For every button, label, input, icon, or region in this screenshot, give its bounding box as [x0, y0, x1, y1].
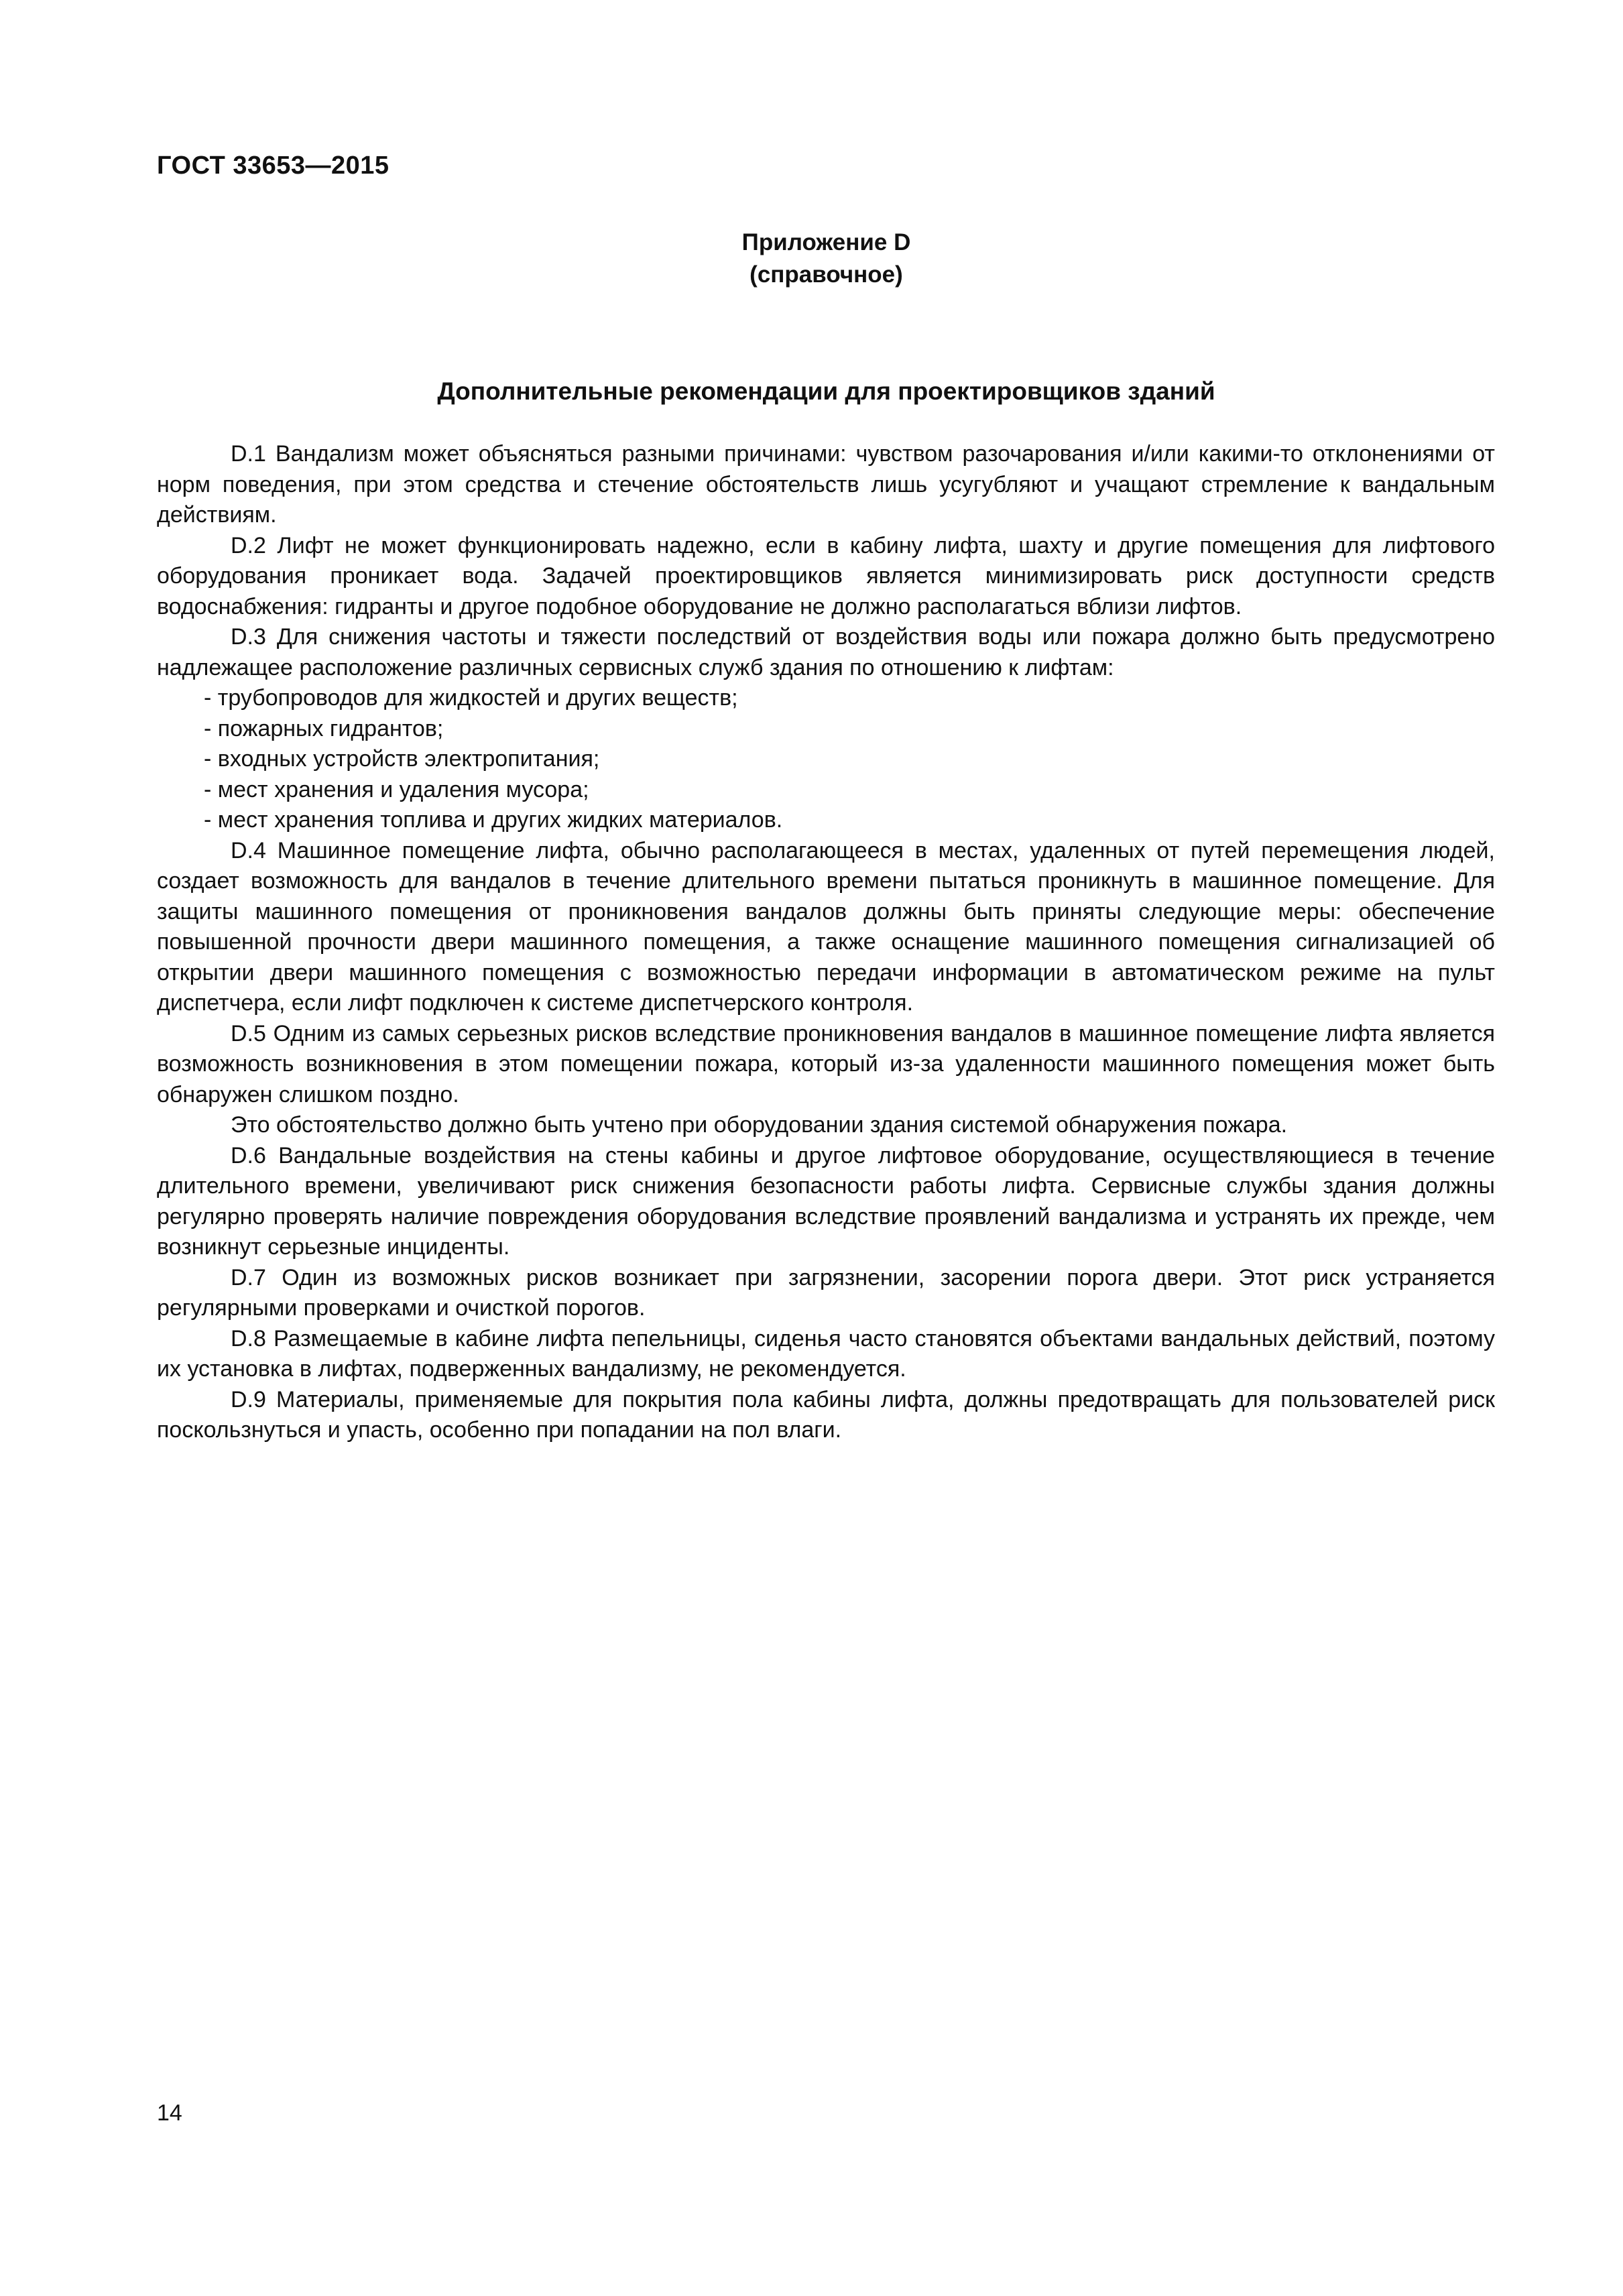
paragraph-d3: D.3 Для снижения частоты и тяжести последствий от воздействия воды или пожара должно быть предусмотрено надлежащее расположение различных сервисных служб здания по отношению к лифтам: [157, 624, 1495, 680]
list-item: - трубопроводов для жидкостей и других веществ; [204, 685, 738, 711]
standard-header: ГОСТ 33653—2015 [157, 152, 389, 180]
annex-title: Приложение D [741, 229, 911, 255]
list-item: - мест хранения топлива и других жидких материалов. [204, 807, 783, 833]
d3-service-list [157, 683, 1495, 836]
paragraph-d1: D.1 Вандализм может объясняться разными причинами: чувством разочарования и/или какими-то отклонениями от норм поведения, при этом средства и стечение обстоятельств лишь усугубляют и учащают стремление к вандальным действиям. [157, 441, 1495, 528]
list-item: - мест хранения и удаления мусора; [204, 776, 589, 802]
paragraph-d7: D.7 Один из возможных рисков возникает при загрязнении, засорении порога двери. Этот риск устраняется регулярными проверками и очисткой порогов. [157, 1264, 1495, 1321]
paragraph-d5-note: Это обстоятельство должно быть учтено при оборудовании здания системой обнаружения пожара. [231, 1112, 1288, 1138]
paragraph-d6: D.6 Вандальные воздействия на стены кабины и другое лифтовое оборудование, осуществляющиеся в течение длительного времени, увеличивают риск снижения безопасности работы лифта. Сервисные службы здания должны регулярно проверять наличие повреждения оборудования вследствие проявлений вандализма и устранять их прежде, чем возникнут серьезные инциденты. [157, 1142, 1495, 1260]
section-title: Дополнительные рекомендации для проектировщиков зданий [437, 377, 1215, 405]
paragraph-d2: D.2 Лифт не может функционировать надежно, если в кабину лифта, шахту и другие помещения для лифтового оборудования проникает вода. Задачей проектировщиков является минимизировать риск доступности средств водоснабжения: гидранты и другое подобное оборудование не должно располагаться вблизи лифтов. [157, 532, 1495, 619]
paragraph-d8: D.8 Размещаемые в кабине лифта пепельницы, сиденья часто становятся объектами вандальных действий, поэтому их установка в лифтах, подверженных вандализму, не рекомендуется. [157, 1325, 1495, 1382]
list-item: - входных устройств электропитания; [204, 746, 600, 772]
page-number: 14 [157, 2100, 182, 2126]
document-body [157, 439, 1495, 1446]
list-item: - пожарных гидрантов; [204, 715, 444, 741]
paragraph-d5: D.5 Одним из самых серьезных рисков вследствие проникновения вандалов в машинное помещение лифта является возможность возникновения в этом помещении пожара, который из-за удаленности машинного помещения может быть обнаружен слишком поздно. [157, 1020, 1495, 1107]
annex-heading [0, 227, 1623, 291]
annex-type: (справочное) [749, 261, 903, 288]
paragraph-d4: D.4 Машинное помещение лифта, обычно располагающееся в местах, удаленных от путей перемещения людей, создает возможность для вандалов в течение длительного времени пытаться проникнуть в машинное помещение. Для защиты машинного помещения от проникновения вандалов должны быть приняты следующие меры: обеспечение повышенной прочности двери машинного помещения, а также оснащение машинного помещения сигнализацией об открытии двери машинного помещения с возможностью передачи информации в автоматическом режиме на пульт диспетчера, если лифт подключен к системе диспетчерского контроля. [157, 837, 1495, 1016]
paragraph-d9: D.9 Материалы, применяемые для покрытия пола кабины лифта, должны предотвращать для пользователей риск поскользнуться и упасть, особенно при попадании на пол влаги. [157, 1386, 1495, 1443]
